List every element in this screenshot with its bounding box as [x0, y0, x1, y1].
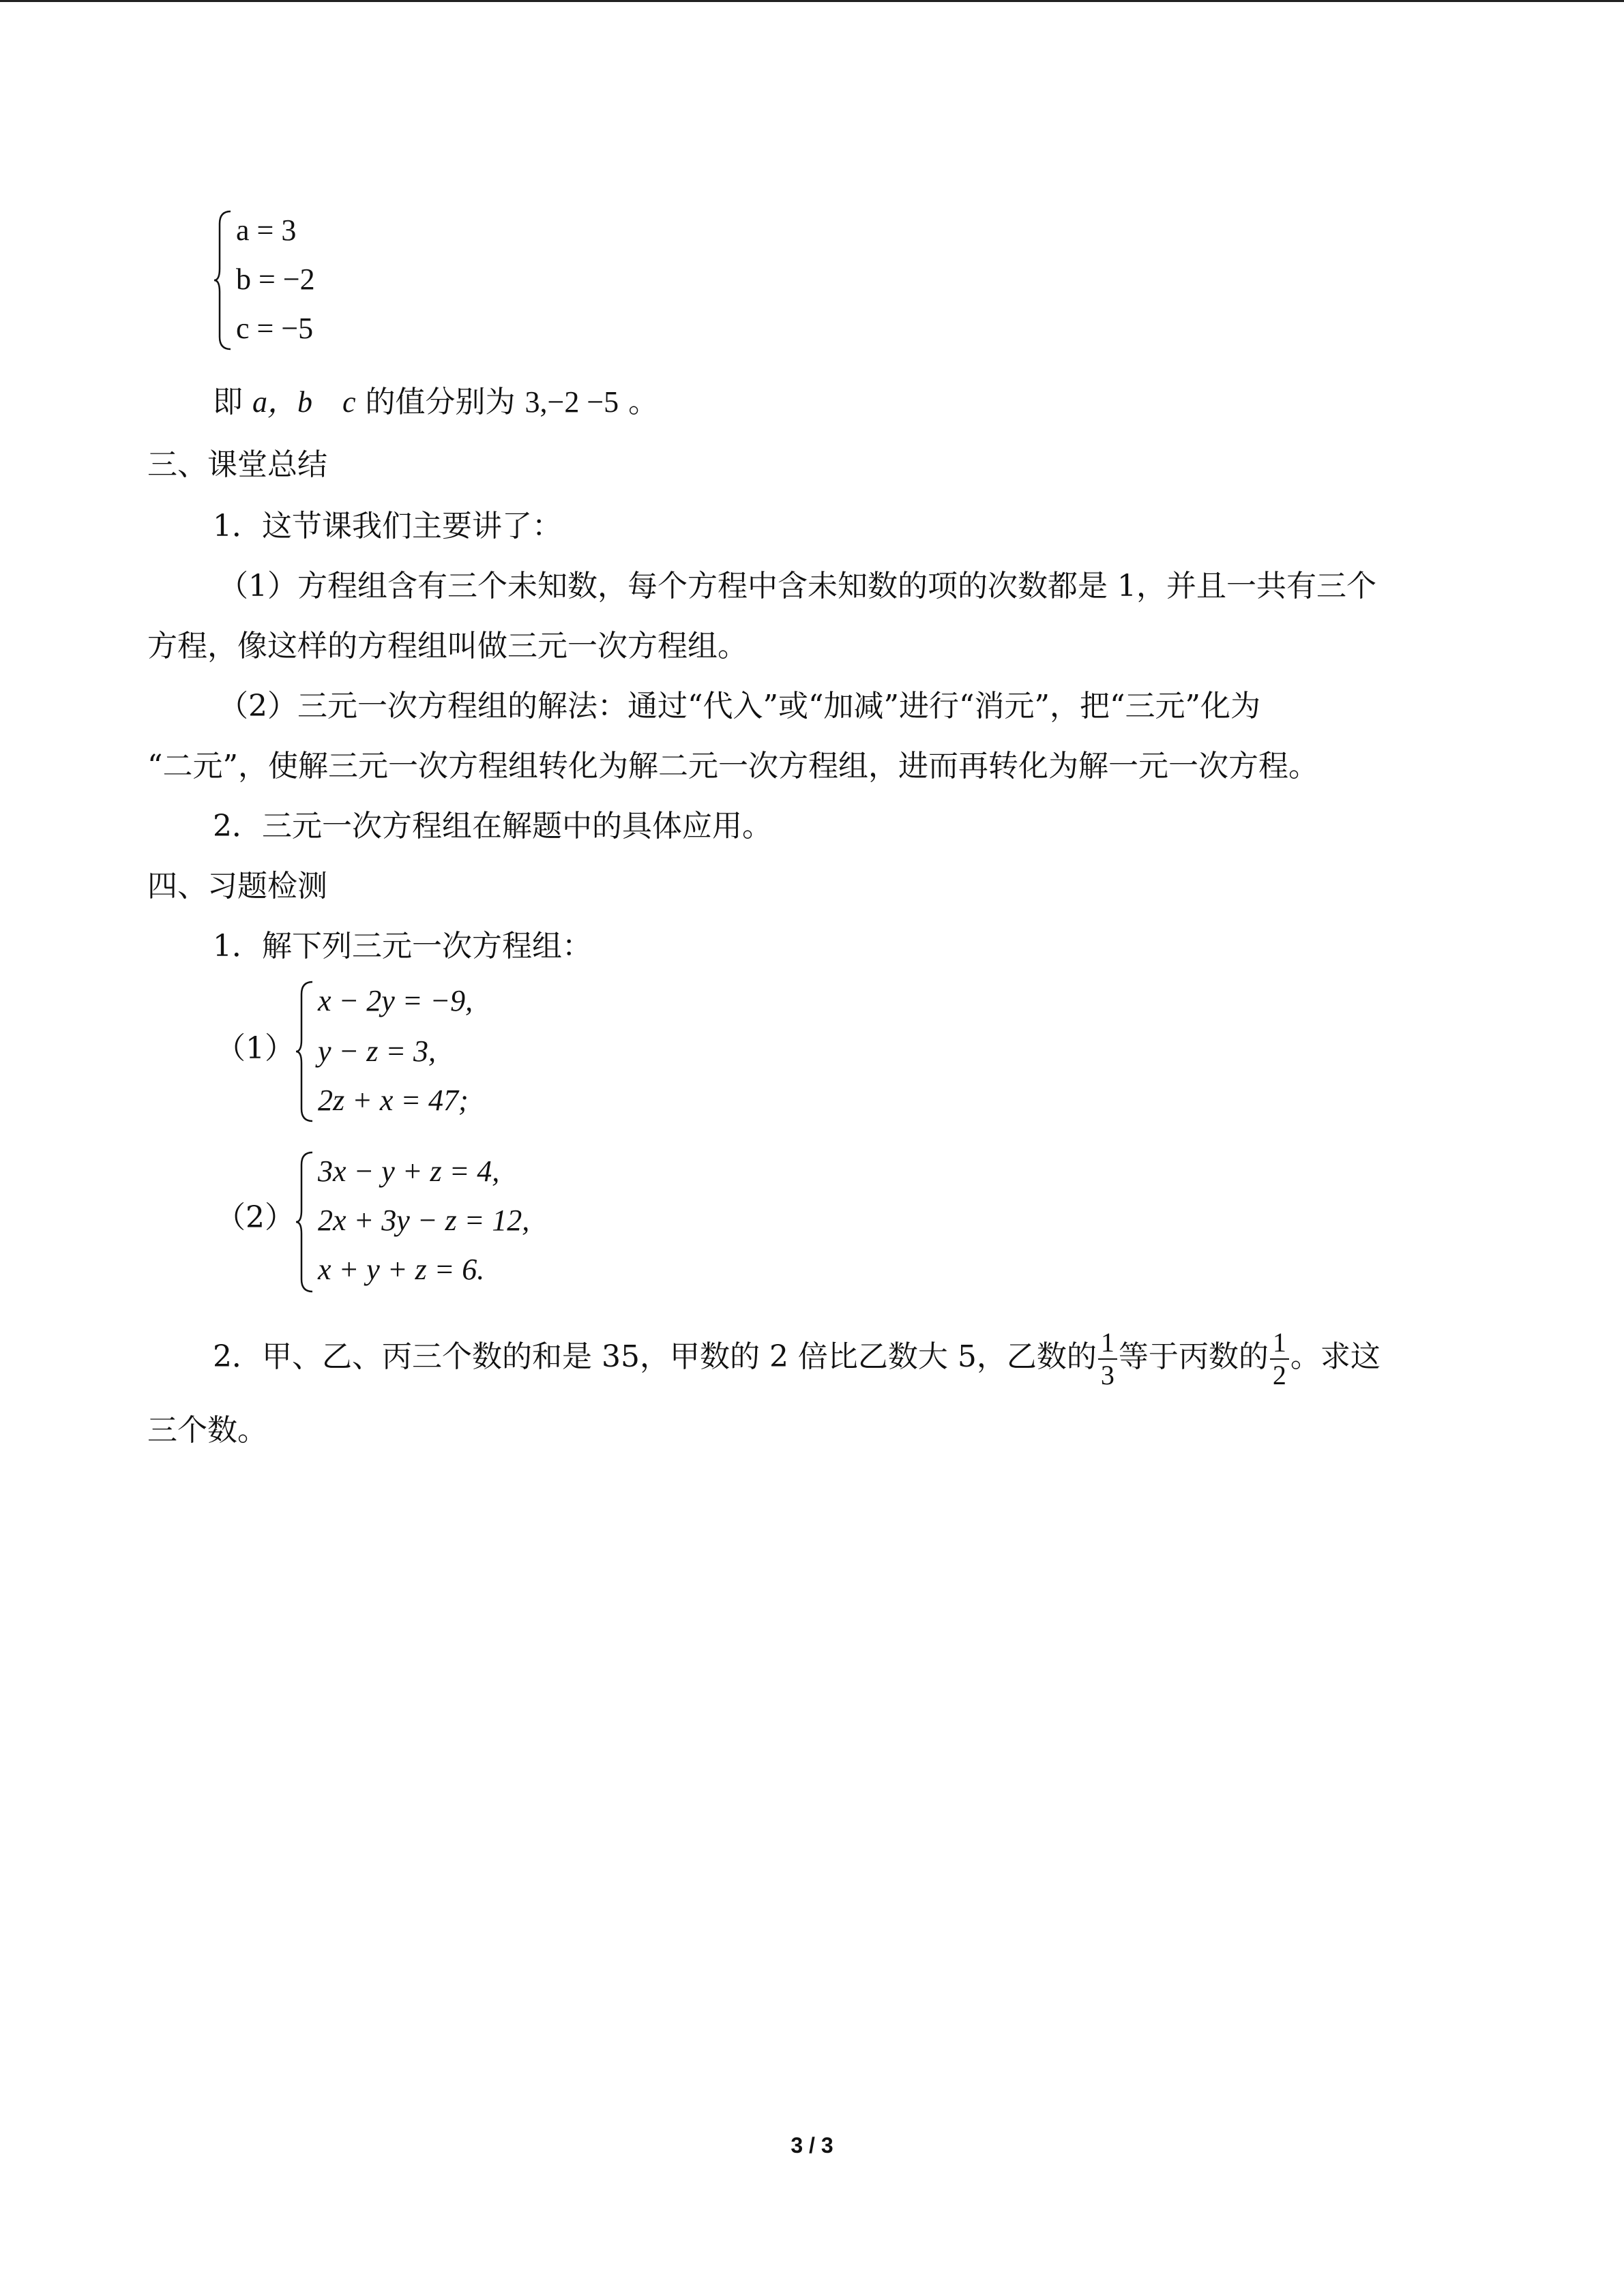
answer-line [213, 382, 658, 423]
section3-item2: 2．三元一次方程组在解题中的具体应用。 [213, 809, 772, 844]
question-2-part-b: 等于丙数的 [1118, 1339, 1269, 1374]
section3-p1-line2: 方程，像这样的方程组叫做三元一次方程组。 [147, 629, 748, 664]
system2-eq2: 2x + 3y − z = 12, [318, 1204, 530, 1237]
solution-system [213, 209, 417, 352]
system1 [295, 979, 567, 1124]
section3-p1-line1: （1）方程组含有三个未知数，每个方程中含未知数的项的次数都是 1，并且一共有三个 [218, 569, 1376, 603]
section4-heading: 四、习题检测 [147, 869, 327, 904]
answer-vars: a，b c [252, 385, 356, 419]
section3-p2-line1: （2）三元一次方程组的解法：通过“代入”或“加减”进行“消元”，把“三元”化为 [218, 689, 1260, 724]
fraction-numerator: 1 [1272, 1326, 1286, 1358]
section3-p2-line2: “二元”，使解三元一次方程组转化为解二元一次方程组，进而再转化为解一元一次方程。 [147, 749, 1318, 784]
solution-row-b: b = −2 [236, 263, 315, 296]
system1-eq1: x − 2y = −9, [318, 984, 473, 1017]
question-1: 1．解下列三元一次方程组： [213, 929, 592, 964]
question-2-part-c: 。求这 [1290, 1339, 1381, 1374]
fraction-one-half [1270, 1327, 1289, 1391]
system1-label: （1） [216, 1031, 295, 1066]
question-2-part-a: 2．甲、乙、丙三个数的和是 35，甲数的 2 倍比乙数大 5，乙数的 [213, 1339, 1097, 1374]
question-2-line2: 三个数。 [147, 1413, 267, 1448]
fraction-denominator: 3 [1100, 1359, 1114, 1390]
solution-row-a: a = 3 [236, 213, 297, 247]
answer-prefix: 即 [213, 385, 243, 419]
fraction-numerator: 1 [1100, 1326, 1114, 1358]
top-rule [0, 0, 1624, 2]
fraction-one-third [1098, 1327, 1117, 1391]
system2 [295, 1150, 581, 1294]
system2-eq1: 3x − y + z = 4, [318, 1154, 500, 1188]
question-2-line1 [213, 1316, 1381, 1398]
solution-row-c: c = −5 [236, 312, 314, 345]
system2-eq3: x + y + z = 6. [318, 1253, 485, 1286]
answer-suffix: 。 [628, 385, 659, 419]
system1-eq3: 2z + x = 47; [318, 1084, 469, 1117]
section3-heading: 三、课堂总结 [147, 447, 327, 482]
left-brace [295, 979, 315, 1124]
page-number: 3 / 3 [791, 2133, 833, 2158]
system2-label: （2） [216, 1200, 295, 1235]
left-brace [295, 1150, 315, 1294]
fraction-denominator: 2 [1272, 1359, 1286, 1390]
left-brace [213, 209, 233, 352]
system1-eq2: y − z = 3, [318, 1034, 437, 1068]
section3-item1: 1．这节课我们主要讲了： [213, 509, 562, 543]
answer-values: 3,−2 −5 [525, 385, 619, 419]
answer-middle: 的值分别为 [365, 385, 516, 419]
